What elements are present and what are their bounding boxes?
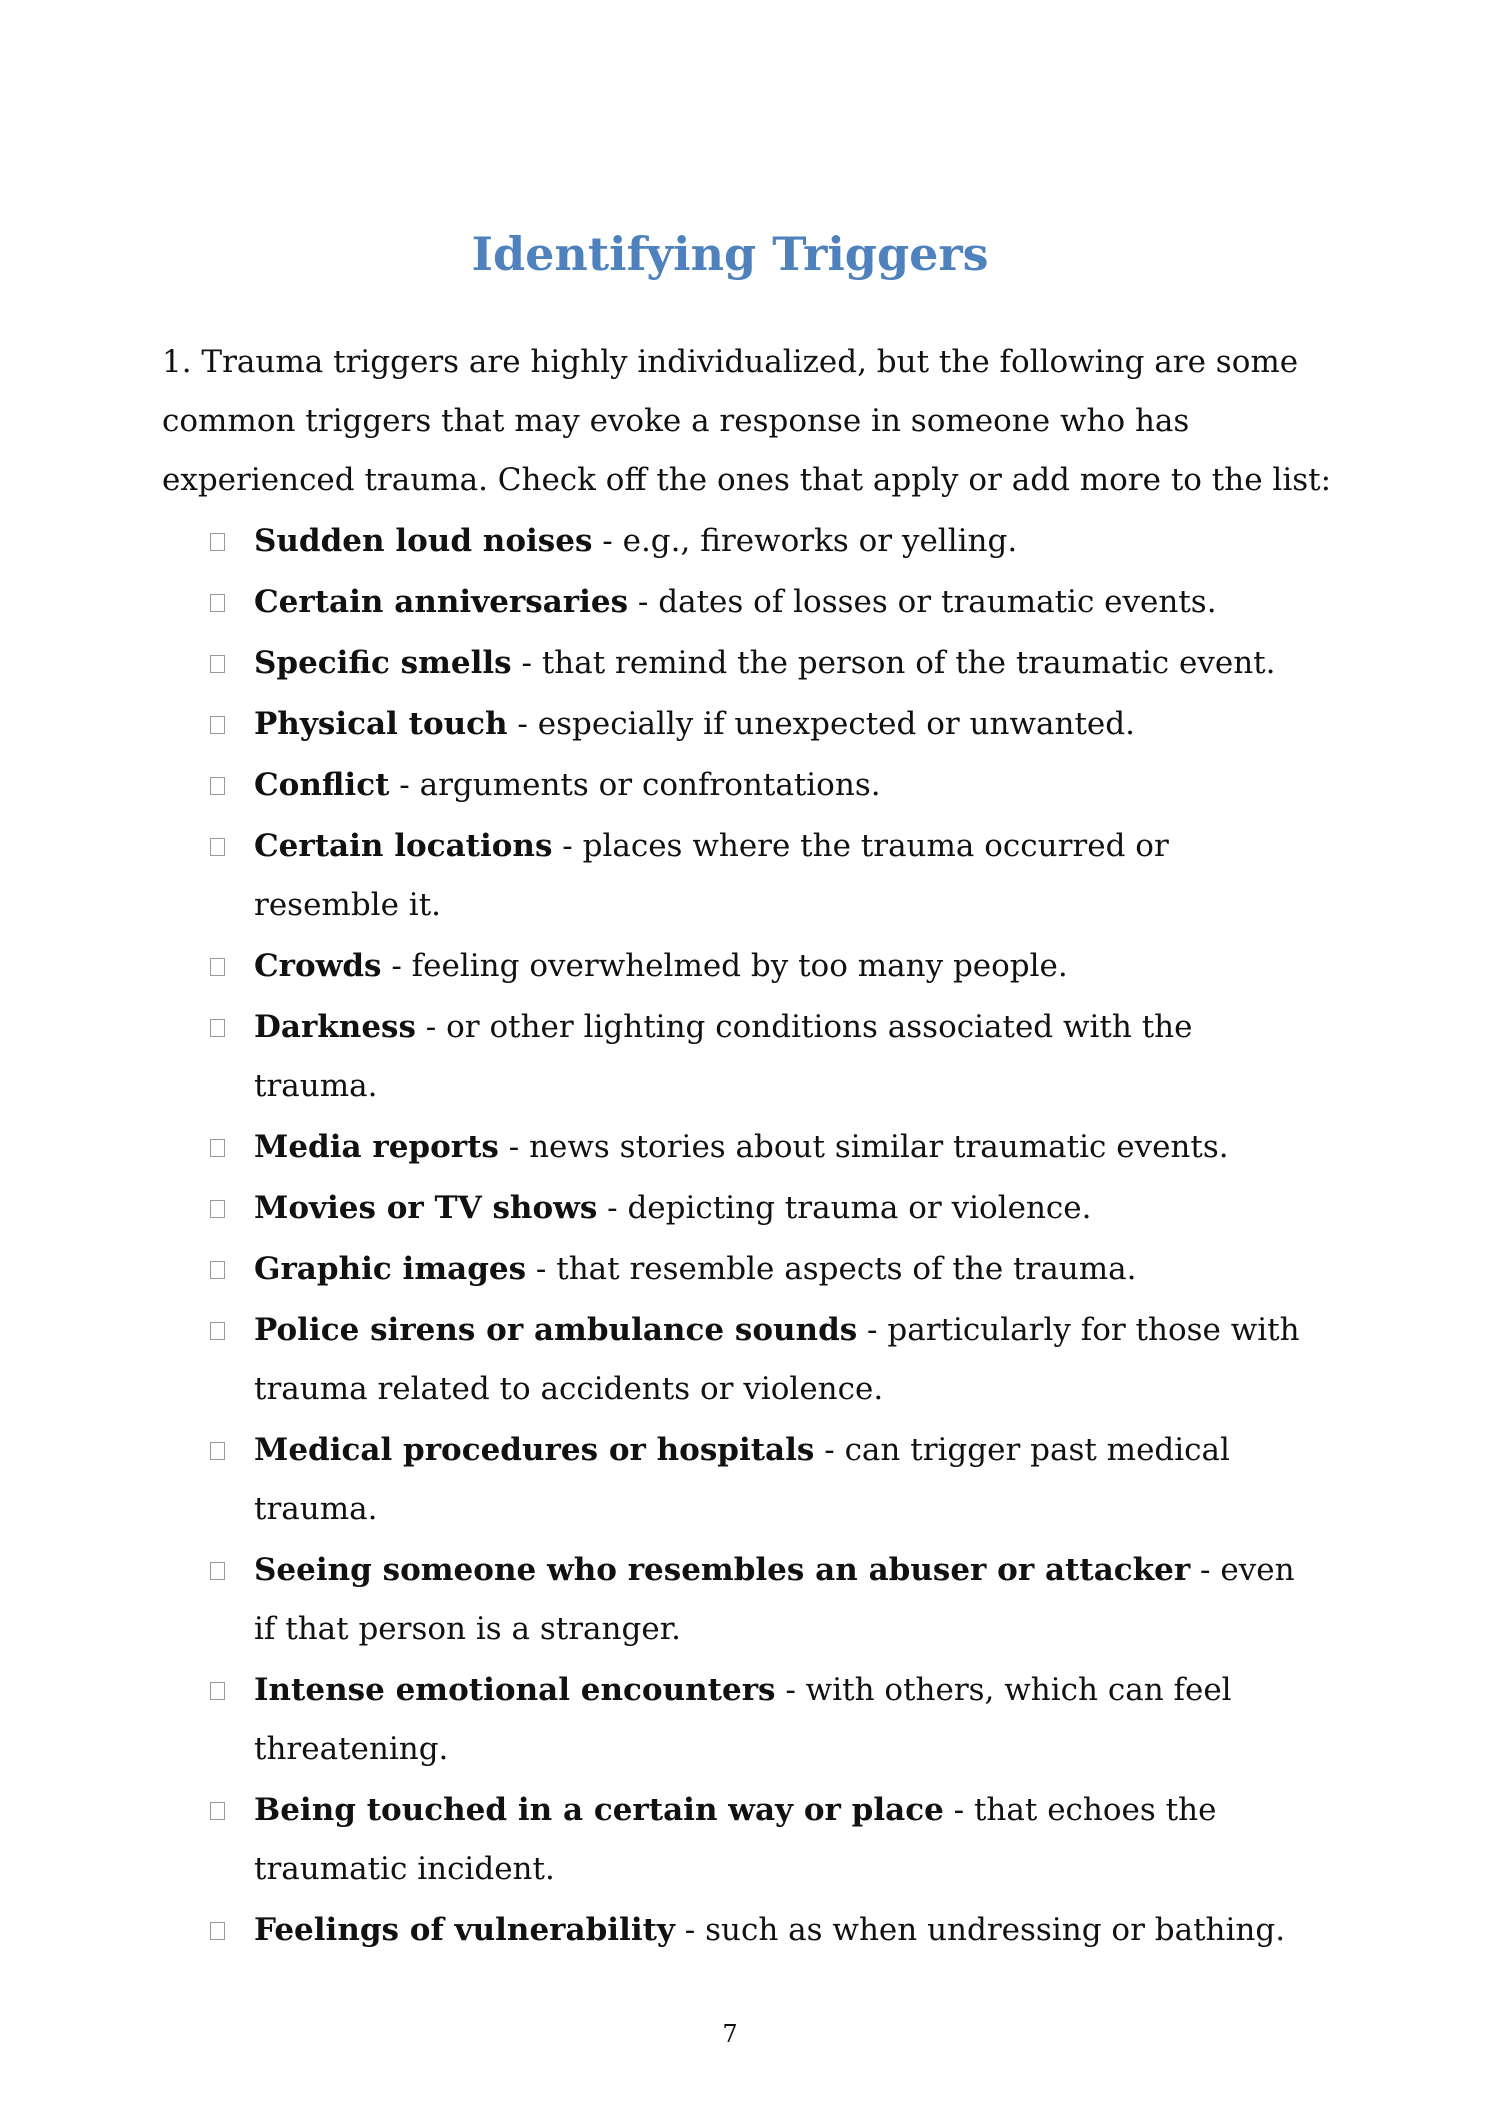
page-title: Identifying Triggers: [471, 226, 989, 281]
checklist-item: [208, 573, 1308, 632]
trigger-term: Specific smells: [254, 645, 512, 681]
checklist-item: [208, 1421, 1308, 1539]
checkbox[interactable]: [210, 777, 225, 795]
trigger-description: - particularly for those with trauma related to accidents or violence.: [254, 1312, 1300, 1407]
page-number: 7: [722, 2020, 738, 2048]
checklist-item: [208, 1541, 1308, 1659]
trigger-term: Graphic images: [254, 1251, 527, 1287]
trigger-description: - such as when undressing or bathing.: [674, 1912, 1286, 1948]
checklist-item: [208, 1179, 1308, 1238]
checklist-item: [208, 1901, 1308, 1960]
checkbox[interactable]: [210, 1261, 225, 1279]
checklist-item: [208, 512, 1308, 571]
checklist-item: [208, 1118, 1308, 1177]
trigger-term: Medical procedures or hospitals: [254, 1432, 815, 1468]
checklist-item: [208, 695, 1308, 754]
checkbox[interactable]: [210, 1139, 225, 1157]
trigger-description: - that remind the person of the traumatic event.: [511, 645, 1276, 681]
trigger-description: - news stories about similar traumatic events.: [498, 1129, 1229, 1165]
checkbox[interactable]: [210, 1562, 225, 1580]
trigger-term: Darkness: [254, 1009, 416, 1045]
trigger-description: - e.g., fireworks or yelling.: [592, 523, 1018, 559]
trigger-description: - dates of losses or traumatic events.: [628, 584, 1217, 620]
checkbox[interactable]: [210, 838, 225, 856]
checkbox[interactable]: [210, 533, 225, 551]
checklist-item: [208, 1240, 1308, 1299]
trigger-description: - with others, which can feel threatening.: [254, 1672, 1232, 1767]
checkbox[interactable]: [210, 1802, 225, 1820]
checkbox[interactable]: [210, 1922, 225, 1940]
intro-paragraph: 1. Trauma triggers are highly individualized, but the following are some common triggers that may evoke a response in someone who has experienced trauma. Check off the ones that apply or add more to the list:: [162, 344, 1332, 498]
trigger-description: - that echoes the traumatic incident.: [254, 1792, 1217, 1887]
trigger-description: - arguments or confrontations.: [389, 767, 881, 803]
checkbox[interactable]: [210, 594, 225, 612]
trigger-term: Police sirens or ambulance sounds: [254, 1312, 858, 1348]
checkbox[interactable]: [210, 1200, 225, 1218]
trigger-term: Conflict: [254, 767, 390, 803]
checkbox[interactable]: [210, 716, 225, 734]
checklist-item: [208, 817, 1308, 935]
checklist-item: [208, 937, 1308, 996]
checkbox[interactable]: [210, 1322, 225, 1340]
trigger-term: Certain anniversaries: [254, 584, 629, 620]
trigger-description: - or other lighting conditions associated with the trauma.: [254, 1009, 1193, 1104]
trigger-term: Sudden loud noises: [254, 523, 593, 559]
trigger-description: - feeling overwhelmed by too many people.: [381, 948, 1068, 984]
trigger-term: Intense emotional encounters: [254, 1672, 776, 1708]
trigger-term: Certain locations: [254, 828, 553, 864]
checklist-item: [208, 634, 1308, 693]
trigger-description: - places where the trauma occurred or resemble it.: [254, 828, 1169, 923]
checkbox[interactable]: [210, 958, 225, 976]
trigger-term: Physical touch: [254, 706, 508, 742]
checkbox[interactable]: [210, 1682, 225, 1700]
checkbox[interactable]: [210, 1442, 225, 1460]
trigger-description: - that resemble aspects of the trauma.: [526, 1251, 1137, 1287]
checklist-item: [208, 1301, 1308, 1419]
trigger-term: Seeing someone who resembles an abuser or attacker: [254, 1552, 1191, 1588]
trigger-description: - can trigger past medical trauma.: [254, 1432, 1230, 1527]
checkbox[interactable]: [210, 655, 225, 673]
trigger-term: Feelings of vulnerability: [254, 1912, 675, 1948]
trigger-description: - depicting trauma or violence.: [597, 1190, 1092, 1226]
trigger-term: Media reports: [254, 1129, 499, 1165]
trigger-term: Crowds: [254, 948, 382, 984]
trigger-description: - even if that person is a stranger.: [254, 1552, 1295, 1647]
checklist-item: [208, 1781, 1308, 1899]
trigger-description: - especially if unexpected or unwanted.: [507, 706, 1135, 742]
checklist-item: [208, 998, 1308, 1116]
trigger-term: Movies or TV shows: [254, 1190, 598, 1226]
checkbox[interactable]: [210, 1019, 225, 1037]
trigger-checklist: [208, 512, 1308, 1962]
checklist-item: [208, 756, 1308, 815]
checklist-item: [208, 1661, 1308, 1779]
trigger-term: Being touched in a certain way or place: [254, 1792, 944, 1828]
